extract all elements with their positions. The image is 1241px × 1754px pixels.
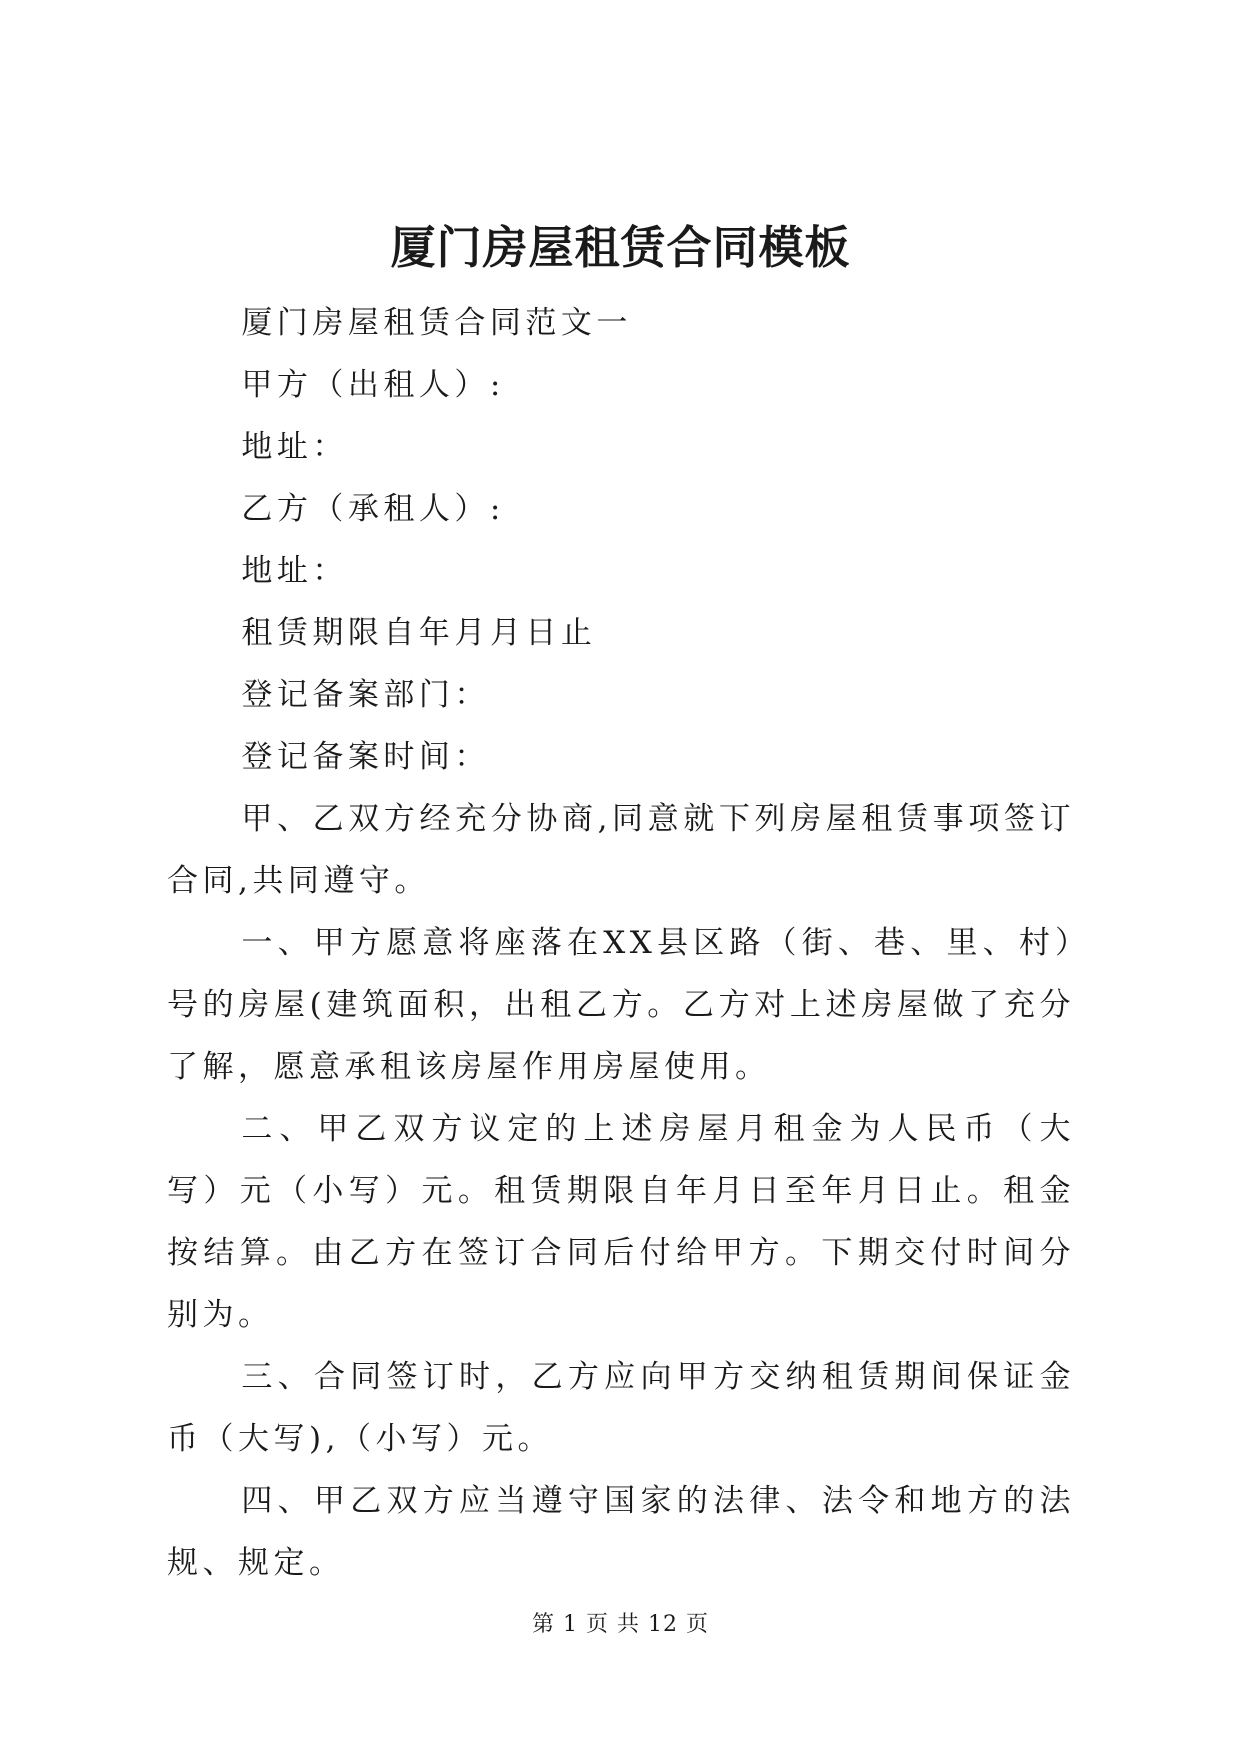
- paragraph-heading: 厦门房屋租赁合同范文一: [241, 305, 632, 341]
- paragraph-clause-2: 二、甲乙双方议定的上述房屋月租金为人民币（大写）元（小写）元。租赁期限自年月日至年月日止。租金按结算。由乙方在签订合同后付给甲方。下期交付时间分别为。: [167, 1111, 1075, 1333]
- paragraph-lease-term: 租赁期限自年月月日止: [241, 615, 597, 651]
- paragraph-party-a-address: 地址：: [241, 429, 348, 465]
- paragraph-clause-4: 四、甲乙双方应当遵守国家的法律、法令和地方的法规、规定。: [167, 1483, 1075, 1581]
- paragraph-agreement: 甲、乙双方经充分协商,同意就下列房屋租赁事项签订合同,共同遵守。: [167, 801, 1075, 899]
- document-body: [167, 292, 1075, 1594]
- paragraph-registration-dept: 登记备案部门：: [241, 677, 490, 713]
- paragraph-party-b: 乙方（承租人）:: [241, 491, 505, 527]
- page-footer: 第 1 页 共 12 页: [532, 1612, 709, 1637]
- document-title: 厦门房屋租赁合同模板: [390, 221, 851, 274]
- paragraph-party-a: 甲方（出租人）:: [241, 367, 505, 403]
- paragraph-party-b-address: 地址：: [241, 553, 348, 589]
- paragraph-clause-1: 一、甲方愿意将座落在XX县区路（街、巷、里、村）号的房屋(建筑面积，出租乙方。乙方对上述房屋做了充分了解，愿意承租该房屋作用房屋使用。: [167, 925, 1075, 1085]
- paragraph-registration-time: 登记备案时间：: [241, 739, 490, 775]
- paragraph-clause-3: 三、合同签订时，乙方应向甲方交纳租赁期间保证金币（大写),（小写）元。: [167, 1359, 1075, 1457]
